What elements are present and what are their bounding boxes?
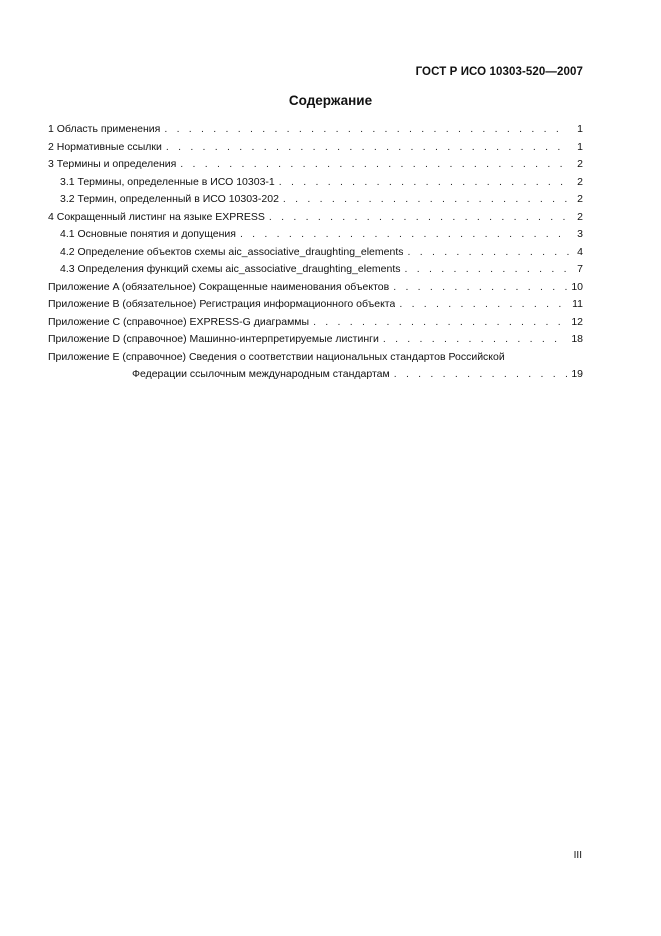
table-of-contents [48,121,583,384]
dot-leader [160,121,569,139]
toc-item-page: 10 [571,280,583,293]
toc-item-label: 4.2 Определение объектов схемы aic_associative_draughting_elements [60,245,404,258]
page-number: III [573,850,582,861]
toc-item-section-4-1[interactable] [48,226,583,244]
dot-leader [401,261,569,279]
dot-leader [395,296,568,314]
toc-item-label: 3.2 Термин, определенный в ИСО 10303-202 [60,193,279,205]
toc-item-label: 2 Нормативные ссылки [48,140,162,153]
toc-item-page: 4 [577,245,583,258]
dot-leader [309,314,567,332]
toc-item-page: 11 [572,298,583,310]
dot-leader [265,209,569,227]
toc-item-label: 3.1 Термины, определенные в ИСО 10303-1 [60,175,275,188]
toc-item-section-4[interactable] [48,209,583,227]
toc-item-label: 4.1 Основные понятия и допущения [60,228,236,240]
toc-item-section-2[interactable] [48,139,583,157]
toc-item-section-1[interactable] [48,121,583,139]
dot-leader [176,156,569,174]
toc-item-appendix-a[interactable] [48,279,583,297]
toc-item-page: 2 [577,158,583,170]
document-code: ГОСТ Р ИСО 10303-520—2007 [415,66,583,78]
toc-item-page: 7 [577,263,583,275]
toc-item-page: 2 [577,175,583,188]
toc-item-label: 3 Термины и определения [48,158,177,170]
toc-item-label: Приложение D (справочное) Машинно-интерпретируемые листинги [48,333,379,345]
dot-leader [162,139,569,157]
toc-item-page: 12 [571,315,583,328]
toc-item-page: 1 [577,140,583,153]
dot-leader [403,244,569,262]
toc-item-appendix-b[interactable] [48,296,583,314]
dot-leader [275,174,569,192]
toc-item-page: 19 [571,368,583,380]
dot-leader [390,366,568,384]
toc-item-page: 2 [577,193,583,205]
toc-item-first-line [48,349,583,367]
toc-item-page: 3 [577,228,583,240]
toc-item-label: Приложение C (справочное) EXPRESS-G диаграммы [48,315,310,328]
dot-leader [389,279,567,297]
toc-item-appendix-d[interactable] [48,331,583,349]
toc-item-page: 18 [571,333,583,345]
toc-item-section-4-2[interactable] [48,244,583,262]
toc-item-page: 2 [577,210,583,223]
toc-item-label: Приложение A (обязательное) Сокращенные наименования объектов [48,280,390,293]
toc-item-label: 1 Область применения [48,123,161,135]
toc-item-section-3-1[interactable] [48,174,583,192]
dot-leader [279,191,569,209]
dot-leader [379,331,567,349]
dot-leader [236,226,569,244]
page-title: Содержание [288,93,373,108]
toc-item-appendix-c[interactable] [48,314,583,332]
toc-item-section-4-3[interactable] [48,261,583,279]
toc-item-page: 1 [577,123,583,135]
toc-item-label: Приложение B (обязательное) Регистрация информационного объекта [48,298,396,310]
toc-item-section-3[interactable] [48,156,583,174]
toc-item-label: 4 Сокращенный листинг на языке EXPRESS [48,210,265,223]
toc-item-section-3-2[interactable] [48,191,583,209]
toc-item-label: 4.3 Определения функций схемы aic_associative_draughting_elements [60,263,401,275]
toc-item-label-continuation: Федерации ссылочным международным стандартам [132,368,390,380]
toc-item-appendix-e[interactable] [48,349,583,384]
toc-item-continuation-line [48,366,583,384]
toc-item-label: Приложение E (справочное) Сведения о соответствии национальных стандартов Российской [48,350,505,363]
